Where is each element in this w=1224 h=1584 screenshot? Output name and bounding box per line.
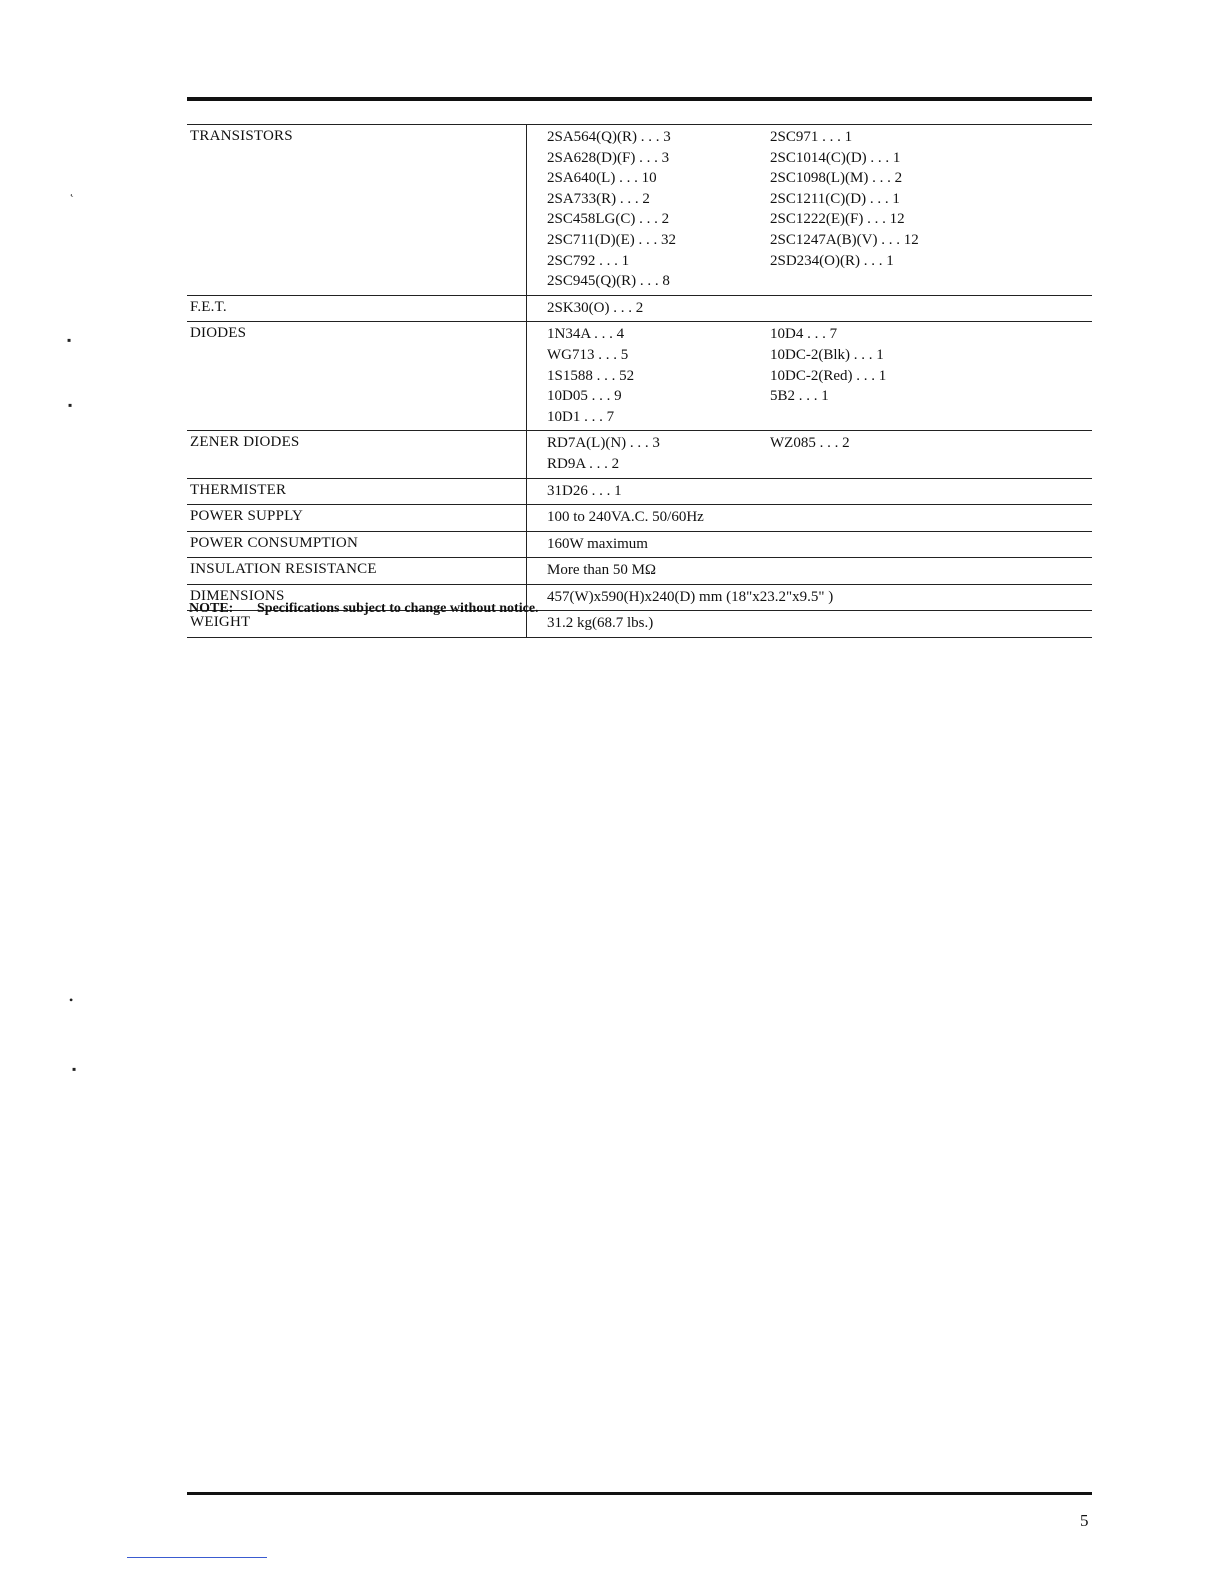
spec-row-diodes: [187, 321, 1092, 430]
spec-value: [770, 271, 1092, 292]
spec-label: TRANSISTORS: [187, 125, 527, 295]
top-rule: [187, 97, 1092, 101]
spec-label: F.E.T.: [187, 296, 527, 322]
spec-values: [527, 322, 1092, 430]
note: [189, 601, 539, 617]
scan-speck: ▪: [67, 333, 72, 347]
spec-value: 2SC1211(C)(D) . . . 1: [770, 190, 900, 207]
bottom-rule: [187, 1492, 1092, 1495]
spec-value: 5B2 . . . 1: [770, 388, 829, 405]
spec-value: 160W maximum: [547, 535, 648, 552]
footer-underline: [127, 1557, 267, 1558]
spec-row-transistors: [187, 124, 1092, 295]
spec-row-zener-diodes: [187, 430, 1092, 477]
spec-row-insulation-resistance: [187, 557, 1092, 584]
scan-speck: •: [69, 993, 74, 1007]
spec-value: RD9A . . . 2: [547, 455, 620, 472]
spec-label: POWER CONSUMPTION: [187, 532, 527, 558]
spec-value: 2SA640(L) . . . 10: [547, 170, 657, 187]
spec-label: INSULATION RESISTANCE: [187, 558, 527, 584]
spec-values: [527, 296, 1092, 322]
spec-values: [527, 505, 1092, 531]
spec-value: 31D26 . . . 1: [547, 482, 622, 499]
spec-row-thermister: [187, 478, 1092, 505]
spec-value: 2SC945(Q)(R) . . . 8: [547, 273, 670, 290]
spec-value: 10D1 . . . 7: [547, 408, 615, 425]
spec-value: 10D05 . . . 9: [547, 388, 622, 405]
spec-label: DIODES: [187, 322, 527, 430]
spec-value: RD7A(L)(N) . . . 3: [547, 435, 660, 452]
note-text: Specifications subject to change without notice.: [257, 601, 539, 616]
spec-value: 2SC1247A(B)(V) . . . 12: [770, 231, 919, 248]
spec-value: WZ085 . . . 2: [770, 435, 850, 452]
spec-values: [527, 479, 1092, 505]
spec-label: ZENER DIODES: [187, 431, 527, 477]
scan-speck: ▪: [72, 1062, 77, 1076]
page-number: 5: [1080, 1511, 1089, 1530]
spec-values: [527, 585, 1092, 611]
spec-label: THERMISTER: [187, 479, 527, 505]
spec-value: 31.2 kg(68.7 lbs.): [547, 615, 654, 632]
spec-value: 10DC-2(Blk) . . . 1: [770, 346, 884, 363]
spec-value: 10DC-2(Red) . . . 1: [770, 367, 887, 384]
spec-label: DIMENSIONS: [187, 585, 527, 611]
scan-speck: ▪: [68, 398, 73, 412]
spec-values: [527, 532, 1092, 558]
spec-label: POWER SUPPLY: [187, 505, 527, 531]
spec-value: 2SA628(D)(F) . . . 3: [547, 149, 670, 166]
spec-value: 2SC1098(L)(M) . . . 2: [770, 170, 903, 187]
specifications-table: [187, 124, 1092, 638]
spec-value: 2SA564(Q)(R) . . . 3: [547, 129, 671, 145]
spec-value: 10D4 . . . 7: [770, 326, 838, 343]
spec-value: 457(W)x590(H)x240(D) mm (18"x23.2"x9.5" ): [547, 588, 834, 605]
note-label: NOTE:: [189, 601, 234, 616]
spec-values: [527, 611, 1092, 637]
spec-value: 1S1588 . . . 52: [547, 367, 635, 384]
spec-label: WEIGHT: [187, 611, 527, 637]
spec-value: 2SC1222(E)(F) . . . 12: [770, 211, 905, 228]
spec-value: 2SK30(O) . . . 2: [547, 299, 644, 316]
spec-value: [770, 481, 1092, 502]
spec-values: [527, 125, 1092, 295]
spec-row-fet: [187, 295, 1092, 322]
spec-values: [527, 431, 1092, 477]
spec-row-power-consumption: [187, 531, 1092, 558]
scan-speck: ˛: [70, 183, 74, 197]
spec-value: 2SC711(D)(E) . . . 32: [547, 231, 677, 248]
spec-value: [770, 298, 1092, 319]
spec-value: 2SC971 . . . 1: [770, 129, 853, 145]
spec-values: [527, 558, 1092, 584]
spec-value: More than 50 MΩ: [547, 562, 657, 579]
spec-row-power-supply: [187, 504, 1092, 531]
spec-value: 1N34A . . . 4: [547, 326, 625, 343]
spec-value: WG713 . . . 5: [547, 346, 629, 363]
spec-value: 2SC458LG(C) . . . 2: [547, 211, 670, 228]
spec-value: [770, 454, 1092, 475]
spec-value: 2SA733(R) . . . 2: [547, 190, 650, 207]
spec-value: 2SD234(O)(R) . . . 1: [770, 252, 894, 269]
spec-value: 2SC1014(C)(D) . . . 1: [770, 149, 901, 166]
spec-value: [770, 407, 1092, 428]
spec-value: 100 to 240VA.C. 50/60Hz: [547, 509, 704, 526]
spec-value: 2SC792 . . . 1: [547, 252, 630, 269]
